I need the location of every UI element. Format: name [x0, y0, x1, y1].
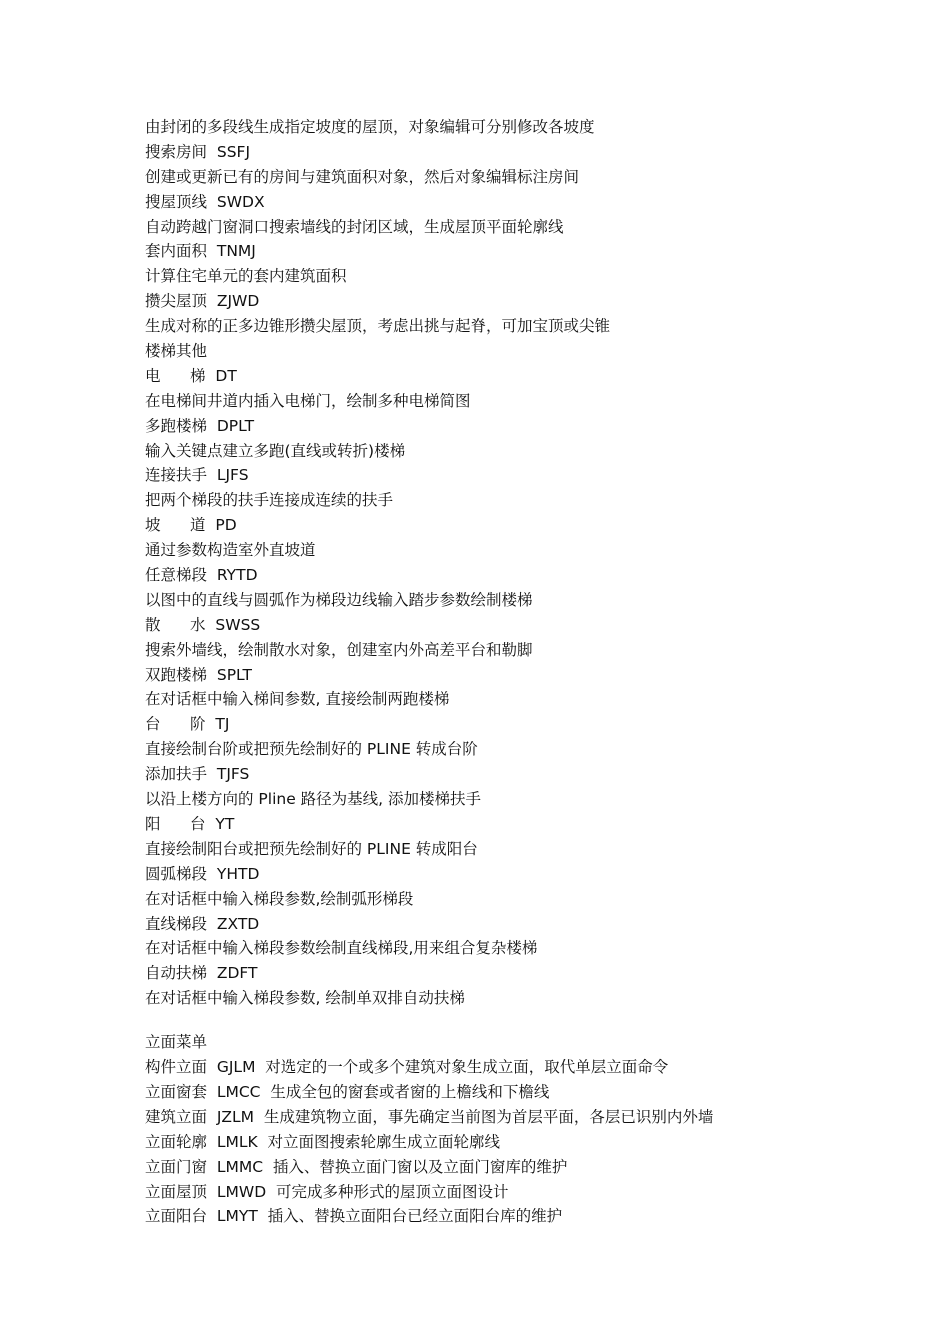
text-line: 双跑楼梯 SPLT	[145, 665, 253, 684]
elevation-command-line: 建筑立面 JZLM 生成建筑物立面，事先确定当前图为首层平面，各层已识别内外墙	[145, 1107, 714, 1126]
text-line: 直接绘制台阶或把预先绘制好的 PLINE 转成台阶	[145, 740, 478, 759]
text-line: 连接扶手 LJFS	[145, 466, 249, 485]
text-line: 楼梯其他	[145, 342, 208, 361]
text-line: 多跑楼梯 DPLT	[145, 416, 255, 435]
text-line: 把两个梯段的扶手连接成连续的扶手	[145, 491, 394, 510]
text-line: 以图中的直线与圆弧作为梯段边线输入踏步参数绘制楼梯	[145, 590, 533, 609]
elevation-command-line: 立面窗套 LMCC 生成全包的窗套或者窗的上檐线和下檐线	[145, 1082, 550, 1101]
text-line: 直接绘制阳台或把预先绘制好的 PLINE 转成阳台	[145, 839, 478, 858]
text-line: 以沿上楼方向的 Pline 路径为基线, 添加楼梯扶手	[145, 790, 482, 809]
text-line: 在对话框中输入梯段参数绘制直线梯段,用来组合复杂楼梯	[145, 939, 538, 958]
text-line: 搜索外墙线，绘制散水对象，创建室内外高差平台和勒脚	[145, 640, 533, 659]
elevation-command-line: 立面阳台 LMYT 插入、替换立面阳台已经立面阳台库的维护	[145, 1207, 563, 1226]
text-line: 自动跨越门窗洞口搜索墙线的封闭区域，生成屋顶平面轮廓线	[145, 217, 564, 236]
text-line: 通过参数构造室外直坡道	[145, 541, 316, 560]
text-line: 计算住宅单元的套内建筑面积	[145, 267, 347, 286]
text-line: 搜索房间 SSFJ	[145, 142, 251, 161]
elevation-command-line: 立面轮廓 LMLK 对立面图搜索轮廓生成立面轮廓线	[145, 1132, 501, 1151]
text-line: 自动扶梯 ZDFT	[145, 964, 258, 983]
text-line: 在对话框中输入梯段参数,绘制弧形梯段	[145, 889, 414, 908]
text-line: 搜屋顶线 SWDX	[145, 192, 265, 211]
text-line: 由封闭的多段线生成指定坡度的屋顶，对象编辑可分别修改各坡度	[145, 118, 595, 136]
text-line: 坡 道 PD	[145, 516, 237, 535]
section-gap	[145, 1011, 905, 1029]
text-line: 圆弧梯段 YHTD	[145, 864, 260, 883]
elevation-command-line: 立面屋顶 LMWD 可完成多种形式的屋顶立面图设计	[145, 1182, 509, 1201]
text-line: 电 梯 DT	[145, 366, 237, 385]
elevation-command-line: 构件立面 GJLM 对选定的一个或多个建筑对象生成立面，取代单层立面命令	[145, 1058, 669, 1077]
text-line: 添加扶手 TJFS	[145, 765, 250, 784]
text-line: 散 水 SWSS	[145, 615, 261, 634]
text-line: 创建或更新已有的房间与建筑面积对象，然后对象编辑标注房间	[145, 167, 580, 186]
text-line: 台 阶 TJ	[145, 715, 230, 734]
text-line: 生成对称的正多边锥形攒尖屋顶，考虑出挑与起脊，可加宝顶或尖锥	[145, 317, 611, 336]
document-page	[145, 115, 905, 1229]
text-line: 在对话框中输入梯间参数, 直接绘制两跑楼梯	[145, 690, 450, 709]
elevation-command-line: 立面门窗 LMMC 插入、替换立面门窗以及立面门窗库的维护	[145, 1157, 568, 1176]
text-line: 套内面积 TNMJ	[145, 242, 256, 261]
text-line: 攒尖屋顶 ZJWD	[145, 292, 260, 311]
elevation-command-list	[145, 1055, 905, 1229]
text-line: 在电梯间井道内插入电梯门，绘制多种电梯简图	[145, 391, 471, 410]
text-line: 阳 台 YT	[145, 814, 235, 833]
text-line: 在对话框中输入梯段参数, 绘制单双排自动扶梯	[145, 989, 465, 1008]
command-list-block	[145, 115, 905, 1011]
text-line: 任意梯段 RYTD	[145, 566, 258, 585]
text-line: 输入关键点建立多跑(直线或转折)楼梯	[145, 441, 406, 460]
text-line: 直线梯段 ZXTD	[145, 914, 260, 933]
section-heading: 立面菜单	[145, 1033, 208, 1052]
